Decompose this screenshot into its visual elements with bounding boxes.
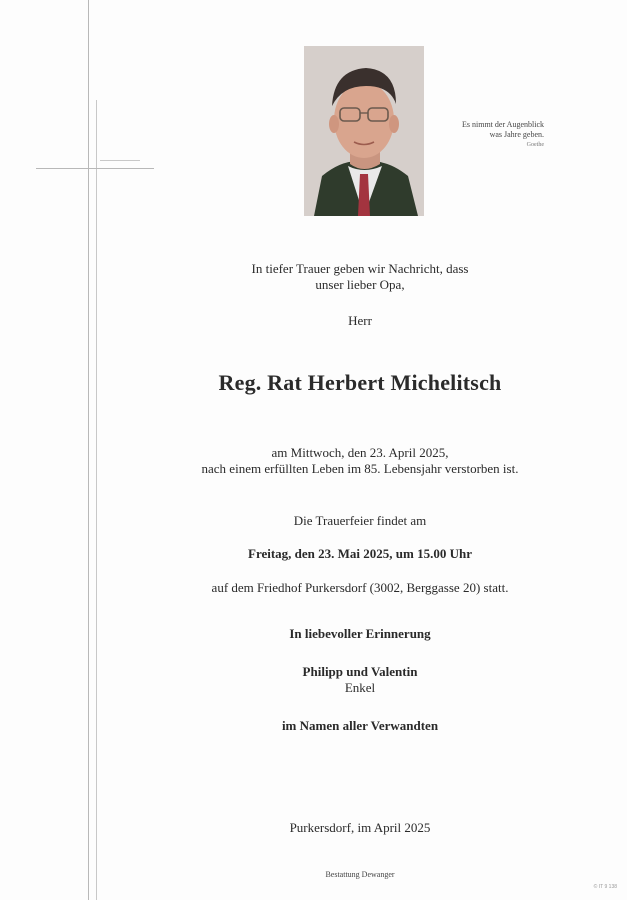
quote-line-2: was Jahre geben. — [489, 130, 544, 139]
intro-line-2: unser lieber Opa, — [315, 277, 405, 292]
cross-vertical-line-inner — [96, 100, 97, 900]
print-code: © IT 9 138 — [593, 884, 617, 890]
ceremony-intro: Die Trauerfeier findet am — [293, 513, 427, 528]
death-line-2: nach einem erfüllten Leben im 85. Lebensjahr verstorben ist. — [201, 461, 519, 476]
deceased-name: Reg. Rat Herbert Michelitsch — [218, 370, 502, 395]
funeral-home: Bestattung Dewanger — [325, 870, 395, 879]
cross-horizontal-line-inner — [100, 160, 140, 161]
goethe-quote — [430, 120, 544, 150]
cross-horizontal-line — [36, 168, 154, 169]
death-line-1: am Mittwoch, den 23. April 2025, — [271, 445, 449, 460]
death-notice — [110, 445, 610, 477]
cross-vertical-line — [88, 0, 89, 900]
mourner-relation: Enkel — [344, 680, 376, 695]
intro-line-1: In tiefer Trauer geben wir Nachricht, dass — [251, 261, 469, 276]
quote-line-1: Es nimmt der Augenblick — [462, 120, 544, 129]
mourners — [110, 664, 610, 696]
quote-author: Goethe — [526, 142, 544, 148]
remembrance-line: In liebevoller Erinnerung — [289, 626, 431, 641]
ceremony-datetime: Freitag, den 23. Mai 2025, um 15.00 Uhr — [248, 546, 472, 561]
mourner-names: Philipp und Valentin — [302, 664, 418, 679]
family-line: im Namen aller Verwandten — [281, 718, 439, 733]
place-date: Purkersdorf, im April 2025 — [289, 820, 431, 835]
salutation: Herr — [348, 313, 372, 328]
ceremony-location: auf dem Friedhof Purkersdorf (3002, Berggasse 20) statt. — [211, 580, 509, 595]
portrait-photo — [304, 46, 424, 216]
intro-text — [110, 261, 610, 293]
